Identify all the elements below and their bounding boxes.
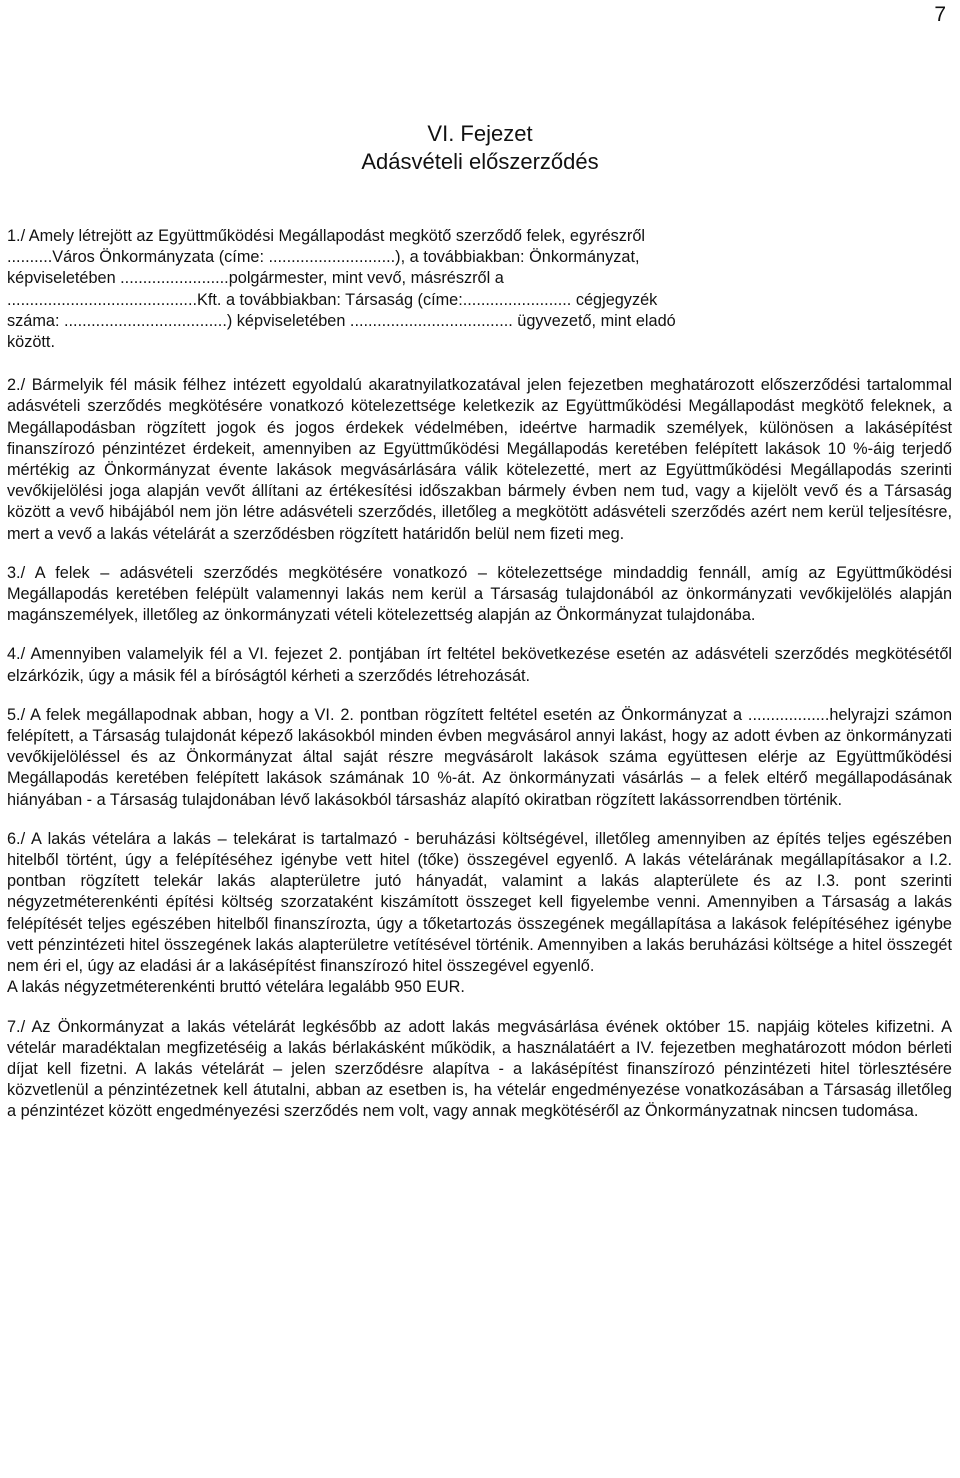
paragraph-6-price-note: A lakás négyzetméterenkénti bruttó vételára legalább 950 EUR. [7, 978, 465, 997]
paragraph-1-line: száma: ....................................) képviseletében .................................... ügyvezető, mint eladó [7, 311, 676, 330]
chapter-heading [0, 120, 960, 176]
paragraph-1-line: 1./ Amely létrejött az Együttműködési Megállapodást megkötő szerződő felek, egyrészről [7, 227, 645, 245]
page-number: 7 [934, 3, 946, 26]
paragraph-1-line: ..........................................Kft. a továbbiakban: Társaság (címe:........................ cégjegyzék [7, 290, 658, 309]
paragraph-7: 7./ Az Önkormányzat a lakás vételárát legkésőbb az adott lakás megvásárlása évének október 15. napjáig köteles kifizetni. A vételár maradéktalan megfizetéséig a lakás bérlakásként működik, a használatáért a IV. fejezetben meghatározott módon bérleti díjat kell fizetni. A lakás vételárát – jelen szerződésre alapítva - a lakásépítést finanszírozó pénzintézeti hitel törlesztésére közvetlenül a pénzintézetnek kell átutalni, abban az esetben is, ha vételár engedményezése vonatkozásában a Társaság illetőleg a pénzintézet között engedményezési szerződés nem volt, vagy annak megkötéséről az Önkormányzatnak nincsen tudomása. [7, 1017, 952, 1121]
document-body [7, 226, 952, 1141]
paragraph-1-line: ..........Város Önkormányzata (címe: ............................), a továbbiakban: Önkormányzat, [7, 248, 640, 267]
paragraph-2: 2./ Bármelyik fél másik félhez intézett egyoldalú akaratnyilatkozatával jelen fejezetben meghatározott előszerződési tartalommal adásvételi szerződés megkötésére vonatkozó kötelezettsége keletkezik az Együttműködési Megállapodást megkötő feleknek, a Megállapodásban rögzített jogok és jogos érdekek védelmében, ideértve harmadik személyek, különösen a lakásépítést finanszírozó pénzintézet érdekeit, amennyiben az Együttműködési Megállapodás keretében felépített lakások 10 %-áig terjedő mértékig az Önkormányzat évente lakások megvásárlására válik kötelezetté, mert az Együttműködési Megállapodás szerinti vevőkijelölési joga alapján vevőt állítani az értékesítési időszakban bármely évben nem tud, vagy a kijelölt vevő és a Társaság között a vevő hibájából nem jön létre adásvételi szerződés, illetőleg a megkötött adásvételi szerződés azért nem kerül teljesítésre, mert a vevő a lakás vételárát a szerződésben rögzített határidőn belül nem fizeti meg. [7, 376, 952, 543]
paragraph-6 [7, 829, 952, 999]
paragraph-3: 3./ A felek – adásvételi szerződés megkötésére vonatkozó – kötelezettsége mindaddig fennáll, amíg az Együttműködési Megállapodás keretében felépült valamennyi lakás nem kerül a Társaság tulajdonából az önkormányzati vevőkijelölés alapján magánszemélyek, illetőleg az önkormányzati vételi kötelezettség alapján az Önkormányzat tulajdonába. [7, 563, 952, 625]
chapter-number: VI. Fejezet [427, 121, 533, 146]
paragraph-1-line: képviseletében ........................polgármester, mint vevő, másrészről a [7, 269, 504, 288]
paragraph-4: 4./ Amennyiben valamelyik fél a VI. fejezet 2. pontjában írt feltétel bekövetkezése esetén az adásvételi szerződés megkötésétől elzárkózik, úgy a másik fél a bíróságtól kérheti a szerződés létrehozását. [7, 645, 952, 685]
chapter-title: Adásvételi előszerződés [361, 149, 599, 174]
paragraph-6-text: 6./ A lakás vételára a lakás – telekárat is tartalmazó - beruházási költségével, illetőleg amennyiben az építés teljes egészében hitelből történt, úgy a felépítéséhez igénybe vett hitel (tőke) összegével egyenlő. A lakás vételárának megállapításakor a I.2. pontban rögzített telekár lakás alapterületre jutó hányadát, valamint a lakás alapterülete és az I.3. pont szerinti négyzetméterenkénti építési költség szorzataként kiszámított összeget kell figyelembe venni. Amennyiben a Társaság a lakás felépítését teljes egészében hitelből finanszírozta, úgy a tőketartozás összegének megállapítása a lakások felépítéséhez igénybe vett pénzintézeti hitel összegének lakás alapterületre vetítésével történik. Amennyiben a lakás beruházási költsége a hitel összegét nem éri el, úgy az eladási ár a lakásépítést finanszírozó hitel összegével egyenlő. [7, 829, 952, 976]
paragraph-5: 5./ A felek megállapodnak abban, hogy a VI. 2. pontban rögzített feltétel esetén az Önkormányzat a ..................helyrajzi számon felépített, a Társaság tulajdonát képező lakásokból minden évben megvásárol annyi lakást, hogy az adott évben az önkormányzati vevőkijelöléssel és az Önkormányzat által saját részre megvásárolt lakások száma együttesen elérje az Együttműködési Megállapodás keretében felépített lakások számának 10 %-át. Az önkormányzati vásárlás – a felek eltérő megállapodásának hiányában - a Társaság tulajdonában lévő lakásokból társasház alapító okiratban rögzített lakássorrendben történik. [7, 705, 952, 809]
paragraph-1 [7, 226, 952, 353]
paragraph-1-line: között. [7, 333, 55, 352]
